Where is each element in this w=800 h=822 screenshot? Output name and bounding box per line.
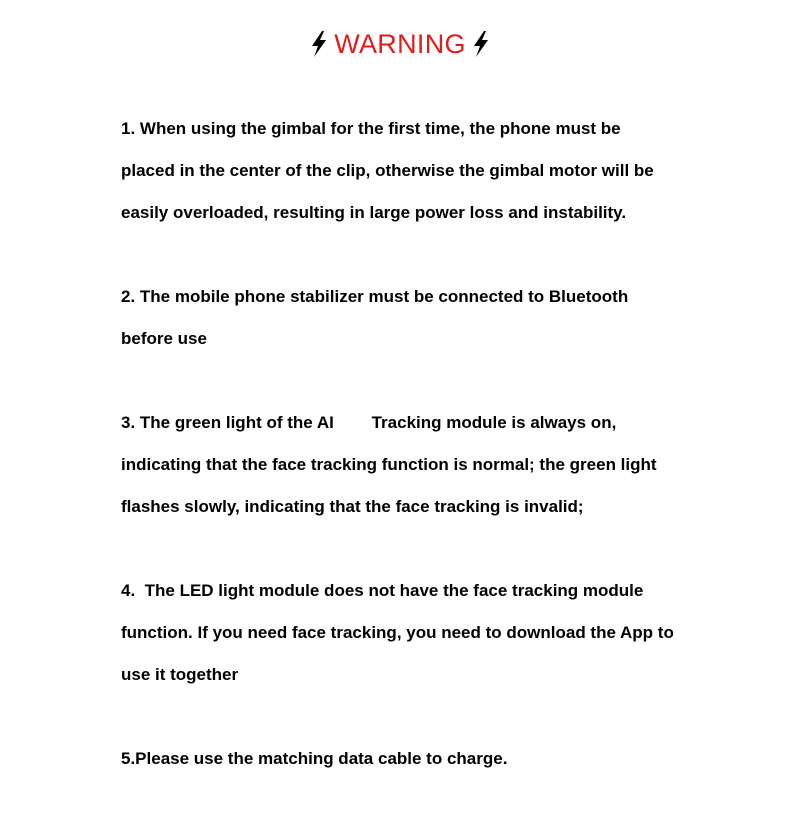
warning-item-line: 3. The green light of the AI Tracking module is always on, — [121, 413, 617, 432]
warning-item-line: flashes slowly, indicating that the face tracking is invalid; — [121, 497, 584, 516]
warning-item-3 — [121, 402, 696, 528]
warning-item-2 — [121, 276, 696, 360]
warning-list — [121, 108, 696, 822]
warning-item-line: 2. The mobile phone stabilizer must be connected to Bluetooth — [121, 287, 629, 306]
warning-header — [0, 26, 800, 62]
lightning-bolt-icon — [470, 29, 492, 59]
warning-item-line: function. If you need face tracking, you need to download the App to — [121, 623, 674, 642]
warning-item-line: 5.Please use the matching data cable to charge. — [121, 749, 508, 768]
warning-item-line: placed in the center of the clip, otherwise the gimbal motor will be — [121, 161, 654, 180]
warning-item-line: 4. The LED light module does not have the face tracking module — [121, 581, 644, 600]
warning-item-1 — [121, 108, 696, 234]
warning-item-line: indicating that the face tracking function is normal; the green light — [121, 455, 657, 474]
warning-item-line: easily overloaded, resulting in large power loss and instability. — [121, 203, 627, 222]
warning-item-line: use it together — [121, 665, 239, 684]
warning-item-line: 1. When using the gimbal for the first time, the phone must be — [121, 119, 621, 138]
lightning-bolt-icon — [308, 29, 330, 59]
warning-item-5 — [121, 738, 696, 780]
warning-item-4 — [121, 570, 696, 696]
warning-title: WARNING — [334, 29, 466, 59]
warning-item-line: before use — [121, 329, 207, 348]
